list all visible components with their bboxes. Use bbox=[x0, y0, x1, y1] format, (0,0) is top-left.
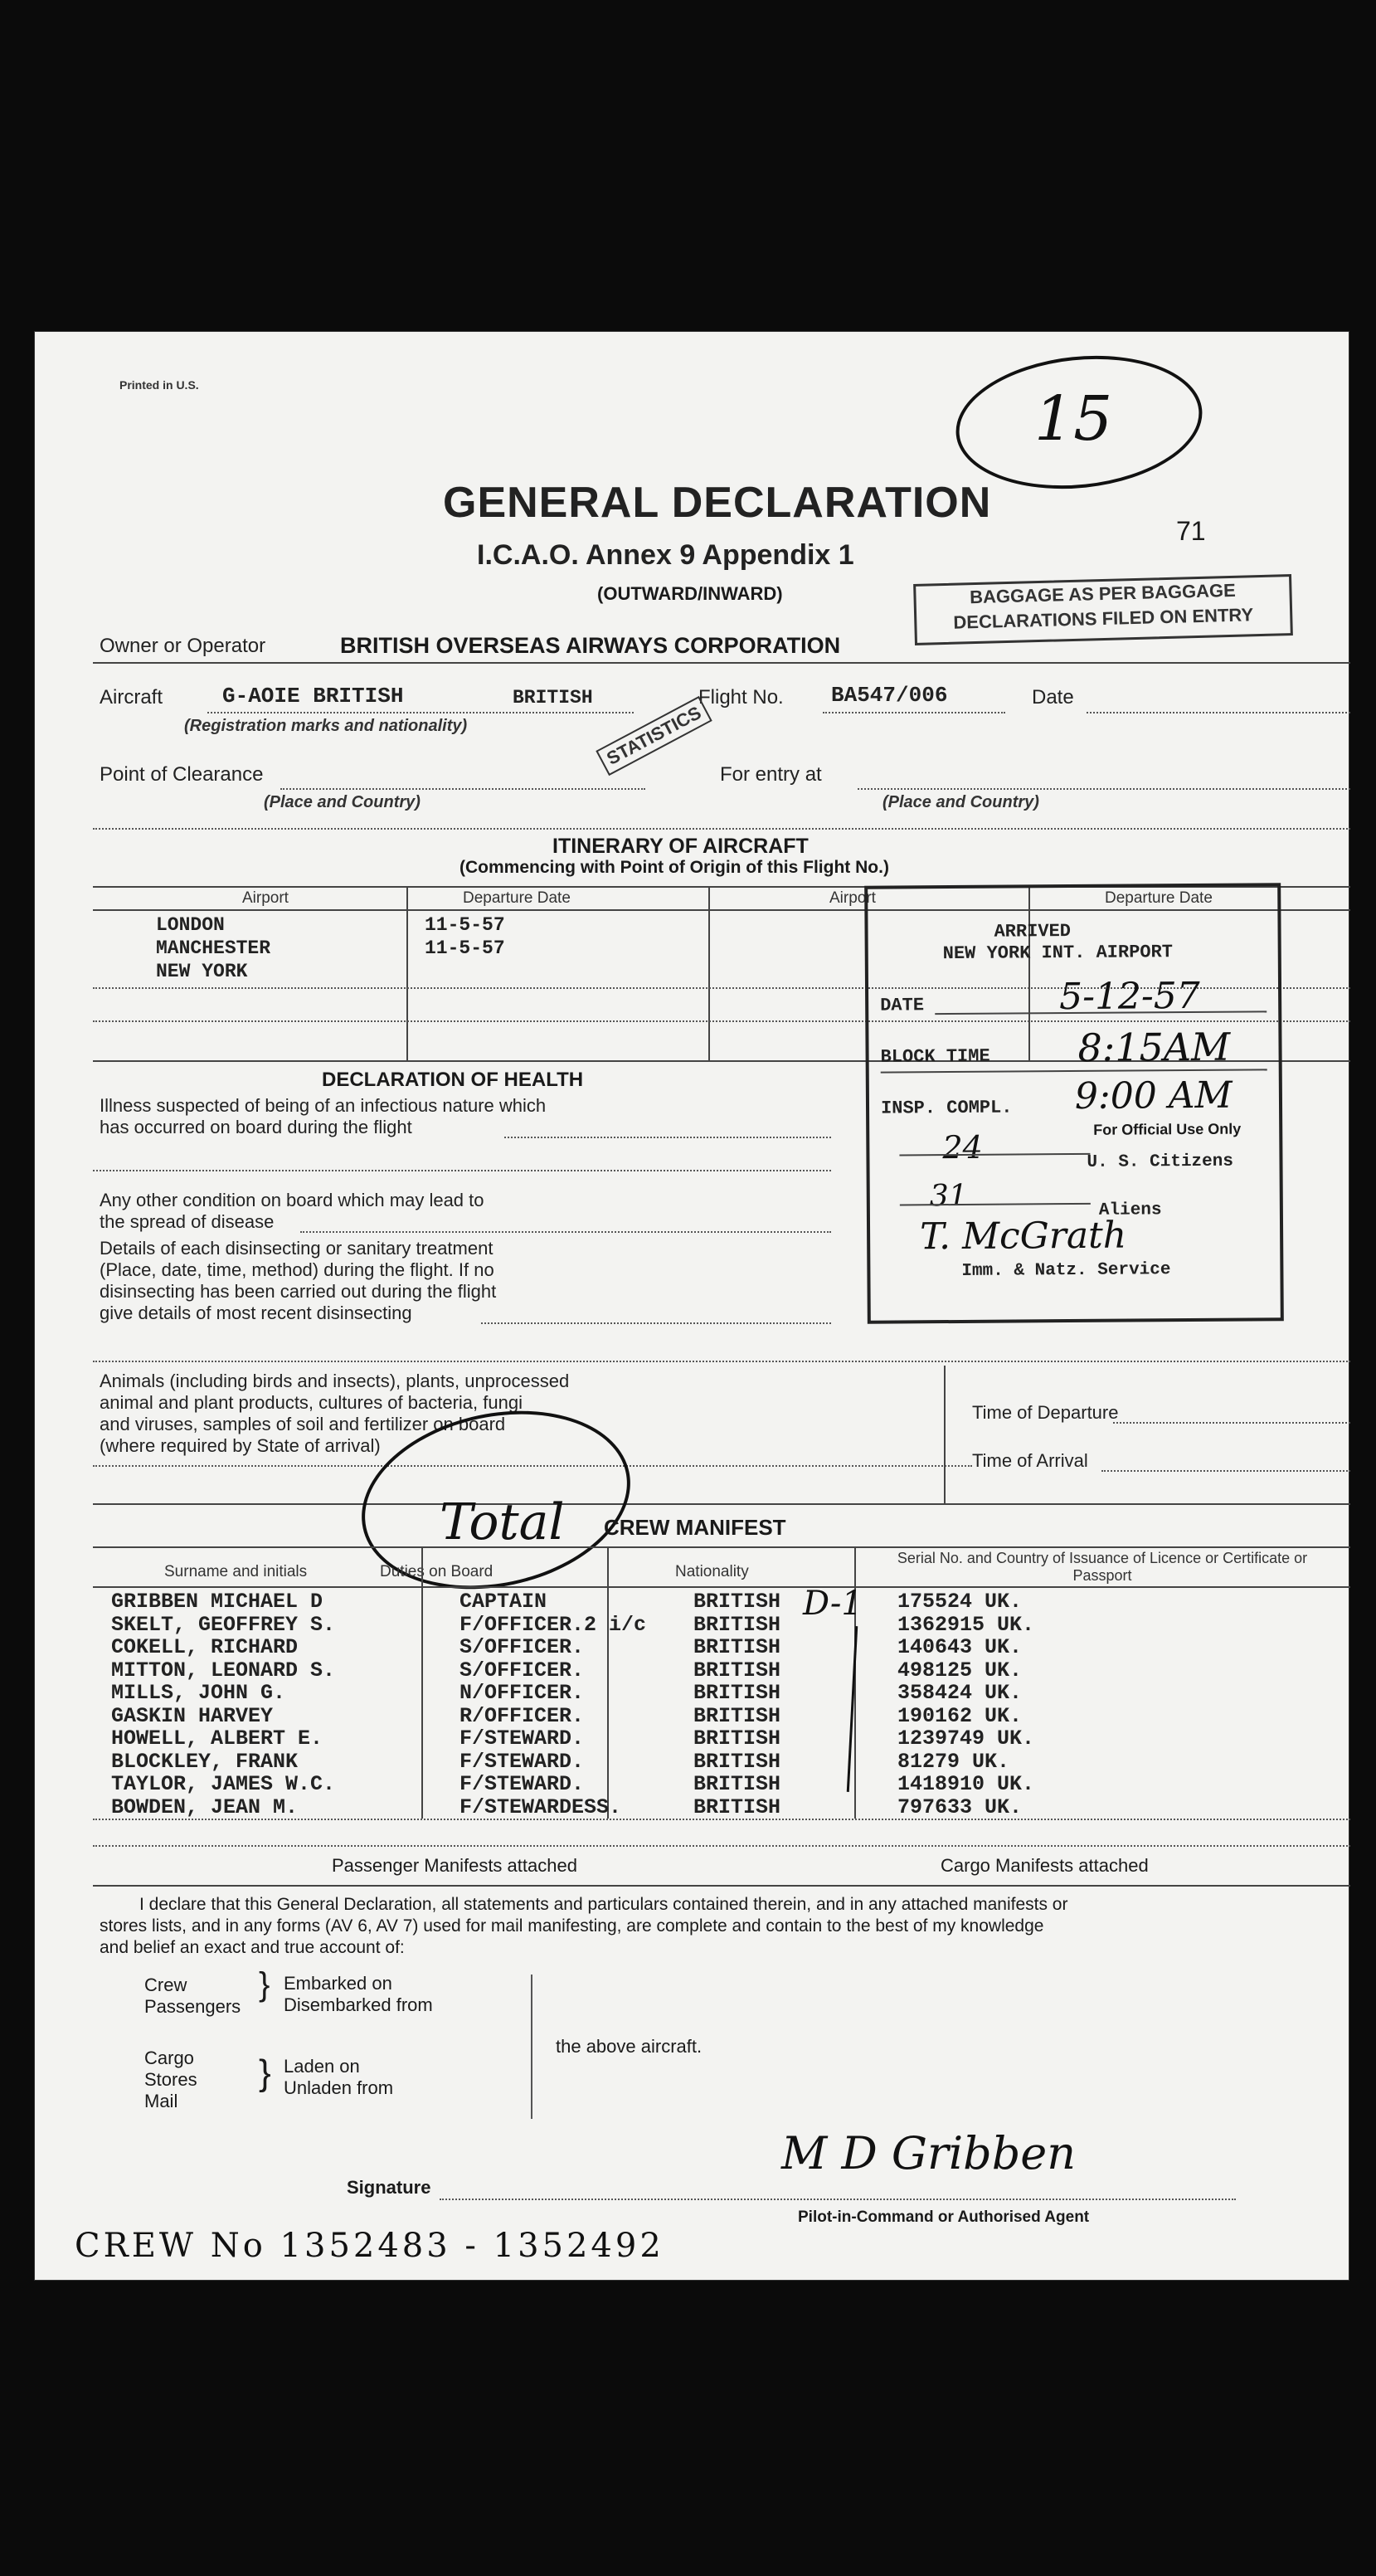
baggage-stamp bbox=[913, 574, 1293, 645]
itinerary-airport-3: NEW YORK bbox=[156, 961, 248, 982]
crew-serial-cell: 1239749 UK. bbox=[897, 1726, 1035, 1751]
crew-name-cell: GRIBBEN MICHAEL D bbox=[111, 1590, 323, 1614]
crew-row bbox=[100, 1681, 1354, 1704]
arrival-stamp-service: Imm. & Natz. Service bbox=[961, 1260, 1171, 1281]
mail-label: Mail bbox=[144, 2091, 178, 2111]
itinerary-col-departure-date: Departure Date bbox=[463, 889, 571, 907]
health-animals-line3: and viruses, samples of soil and fertilizer on board bbox=[100, 1414, 506, 1434]
total-note: Total bbox=[440, 1493, 565, 1551]
itinerary-date-2: 11-5-57 bbox=[425, 937, 505, 959]
brace-1: } bbox=[259, 1966, 270, 2003]
crew-name-cell: HOWELL, ALBERT E. bbox=[111, 1726, 323, 1751]
crew-nationality-cell: BRITISH bbox=[693, 1772, 781, 1796]
crew-heading: CREW MANIFEST bbox=[604, 1515, 786, 1540]
aircraft-nationality-extra: BRITISH bbox=[513, 687, 593, 709]
health-other-line1: Any other condition on board which may lead to bbox=[100, 1190, 484, 1210]
aircraft-label: Aircraft bbox=[100, 686, 163, 709]
itinerary-subheading: (Commencing with Point of Origin of this Flight No.) bbox=[459, 858, 889, 877]
crew-serial-cell: 1418910 UK. bbox=[897, 1772, 1035, 1796]
health-illness-line1: Illness suspected of being of an infectious nature which bbox=[100, 1095, 547, 1116]
registration-caption: (Registration marks and nationality) bbox=[184, 717, 468, 735]
crew-row bbox=[100, 1704, 1354, 1727]
health-disinfect-line1: Details of each disinsecting or sanitary treatment bbox=[100, 1238, 494, 1259]
crew-col-name: Surname and initials bbox=[164, 1563, 308, 1580]
crew-name-cell: BOWDEN, JEAN M. bbox=[111, 1794, 299, 1819]
itinerary-heading: ITINERARY OF AIRCRAFT bbox=[552, 835, 809, 858]
arrival-stamp-aliens-label: Aliens bbox=[1098, 1200, 1162, 1220]
arrival-stamp-block-value: 8:15AM bbox=[1077, 1024, 1231, 1070]
health-rule-1 bbox=[93, 1170, 831, 1171]
stores-label: Stores bbox=[144, 2069, 197, 2090]
crew-number-note: CREW No 1352483 - 1352492 bbox=[75, 2227, 664, 2265]
crew-serial-cell: 175524 UK. bbox=[897, 1590, 1023, 1614]
baggage-stamp-line1: BAGGAGE AS PER BAGGAGE bbox=[969, 579, 1237, 608]
crew-nationality-cell: BRITISH bbox=[693, 1612, 781, 1637]
passenger-manifests-label: Passenger Manifests attached bbox=[332, 1855, 577, 1876]
crew-serial-cell: 1362915 UK. bbox=[897, 1612, 1035, 1637]
crew-name-cell: COKELL, RICHARD bbox=[111, 1635, 299, 1659]
crew-duty-cell: F/STEWARD. bbox=[459, 1749, 585, 1774]
owner-rule bbox=[93, 662, 1350, 664]
cargo-label: Cargo bbox=[144, 2048, 194, 2068]
crew-row bbox=[100, 1750, 1354, 1773]
date-label: Date bbox=[1032, 686, 1074, 709]
itinerary-date-1: 11-5-57 bbox=[425, 914, 505, 936]
clearance-caption: (Place and Country) bbox=[264, 793, 421, 811]
crew-col-duties: Duties on Board bbox=[380, 1563, 494, 1580]
clearance-rule bbox=[280, 788, 645, 790]
arrival-stamp-aliens-rule bbox=[900, 1203, 1091, 1206]
printed-in-label: Printed in U.S. bbox=[119, 378, 199, 392]
d1-mark: D-1 bbox=[803, 1585, 863, 1623]
itinerary-airport-1: LONDON bbox=[156, 914, 225, 936]
crew-name-cell: MITTON, LEONARD S. bbox=[111, 1658, 336, 1682]
crew-name-cell: BLOCKLEY, FRANK bbox=[111, 1749, 299, 1774]
flight-label: Flight No. bbox=[698, 686, 784, 709]
itinerary-divider-2 bbox=[708, 886, 710, 1062]
crew-nationality-cell: BRITISH bbox=[693, 1681, 781, 1705]
crew-duty-cell: N/OFFICER. bbox=[459, 1681, 585, 1705]
crew-serial-cell: 358424 UK. bbox=[897, 1681, 1023, 1705]
arrival-stamp-insp-value: 9:00 AM bbox=[1074, 1074, 1233, 1118]
entry-caption: (Place and Country) bbox=[882, 793, 1039, 811]
crew-name-cell: GASKIN HARVEY bbox=[111, 1703, 274, 1728]
declaration-line1: I declare that this General Declaration, all statements and particulars contained therein, and in any attached manifests or bbox=[139, 1895, 1068, 1914]
crew-nationality-cell: BRITISH bbox=[693, 1590, 781, 1614]
crew-name-cell: TAYLOR, JAMES W.C. bbox=[111, 1772, 336, 1796]
health-other-line2: the spread of disease bbox=[100, 1211, 275, 1232]
health-animals-line2: animal and plant products, cultures of bacteria, fungi bbox=[100, 1392, 523, 1413]
crew-nationality-cell: BRITISH bbox=[693, 1635, 781, 1659]
crew-serial-cell: 797633 UK. bbox=[897, 1794, 1023, 1819]
crew-row bbox=[100, 1658, 1354, 1682]
signature-rule bbox=[440, 2199, 1236, 2200]
direction-label: (OUTWARD/INWARD) bbox=[597, 583, 783, 604]
declaration-form bbox=[35, 332, 1349, 2280]
itinerary-col-departure-date-2: Departure Date bbox=[1105, 889, 1213, 907]
arrival-stamp-block-label: BLOCK TIME bbox=[880, 1045, 990, 1068]
crew-nationality-cell: BRITISH bbox=[693, 1703, 781, 1728]
itinerary-col-airport-2: Airport bbox=[829, 889, 876, 907]
above-aircraft-label: the above aircraft. bbox=[556, 2036, 703, 2057]
health-illness-rule bbox=[504, 1137, 831, 1138]
entry-label: For entry at bbox=[720, 763, 822, 786]
crew-row bbox=[100, 1613, 1354, 1636]
arrival-time-rule bbox=[1101, 1470, 1350, 1472]
arrival-stamp bbox=[864, 883, 1284, 1323]
declaration-line3: and belief an exact and true account of: bbox=[100, 1938, 405, 1957]
departure-time-rule bbox=[1113, 1422, 1350, 1424]
health-disinfect-line3: disinsecting has been carried out during the flight bbox=[100, 1281, 497, 1302]
crew-serial-cell: 81279 UK. bbox=[897, 1749, 1010, 1774]
crew-serial-cell: 190162 UK. bbox=[897, 1703, 1023, 1728]
disembarked-label: Disembarked from bbox=[284, 1994, 433, 2015]
arrival-stamp-date-label: DATE bbox=[880, 995, 925, 1016]
big-brace bbox=[531, 1975, 534, 2119]
statistics-stamp: STATISTICS bbox=[596, 696, 712, 776]
crew-label: Crew bbox=[144, 1975, 187, 1995]
arrival-stamp-insp-label: INSP. COMPL. bbox=[880, 1097, 1013, 1119]
crew-duty-cell: F/STEWARD. bbox=[459, 1772, 585, 1796]
crew-duty-cell: F/OFFICER.2 i/c bbox=[459, 1612, 647, 1637]
arrival-stamp-port: NEW YORK INT. AIRPORT bbox=[942, 942, 1174, 965]
crew-nationality-cell: BRITISH bbox=[693, 1658, 781, 1682]
crew-duty-cell: F/STEWARDESS. bbox=[459, 1794, 622, 1819]
arrival-stamp-citizens-label: U. S. Citizens bbox=[1087, 1152, 1234, 1172]
health-animals-line1: Animals (including birds and insects), plants, unprocessed bbox=[100, 1371, 570, 1391]
arrival-stamp-block-rule bbox=[881, 1069, 1267, 1073]
crew-nationality-cell: BRITISH bbox=[693, 1749, 781, 1774]
crew-duty-cell: F/STEWARD. bbox=[459, 1726, 585, 1751]
crew-header-rule bbox=[93, 1586, 1350, 1588]
crew-col-nationality: Nationality bbox=[675, 1563, 749, 1580]
arrival-stamp-official-use: For Official Use Only bbox=[1093, 1120, 1242, 1138]
crew-duty-cell: CAPTAIN bbox=[459, 1590, 547, 1614]
form-title: GENERAL DECLARATION bbox=[443, 479, 992, 527]
manifest-rule bbox=[93, 1845, 1350, 1847]
date-rule bbox=[1087, 712, 1350, 713]
health-disinfect-rule bbox=[481, 1322, 831, 1324]
crew-nationality-cell: BRITISH bbox=[693, 1794, 781, 1819]
owner-label: Owner or Operator bbox=[100, 635, 266, 657]
health-disinfect-line4: give details of most recent disinsecting bbox=[100, 1303, 412, 1323]
flight-rule bbox=[823, 712, 1005, 713]
pilot-caption: Pilot-in-Command or Authorised Agent bbox=[798, 2208, 1090, 2226]
page-number: 71 bbox=[1176, 516, 1206, 546]
crew-row bbox=[100, 1795, 1354, 1819]
crew-serial-cell: 140643 UK. bbox=[897, 1635, 1023, 1659]
crew-top-rule bbox=[93, 1546, 1350, 1548]
health-bottom-rule bbox=[93, 1503, 1350, 1505]
itinerary-col-airport: Airport bbox=[242, 889, 289, 907]
health-illness-line2: has occurred on board during the flight bbox=[100, 1117, 412, 1137]
crew-name-cell: SKELT, GEOFFREY S. bbox=[111, 1612, 336, 1637]
health-time-divider bbox=[944, 1366, 946, 1503]
crew-duty-cell: S/OFFICER. bbox=[459, 1635, 585, 1659]
passengers-label: Passengers bbox=[144, 1996, 241, 2017]
baggage-stamp-line2: DECLARATIONS FILED ON ENTRY bbox=[953, 604, 1254, 633]
crew-row bbox=[100, 1726, 1354, 1750]
signature-label: Signature bbox=[347, 2177, 431, 2198]
crew-bottom-rule bbox=[93, 1819, 1350, 1820]
aircraft-rule bbox=[207, 712, 634, 713]
arrival-stamp-citizens-count: 24 bbox=[942, 1128, 983, 1166]
aircraft-value: G-AOIE BRITISH bbox=[222, 684, 404, 709]
cargo-manifests-label: Cargo Manifests attached bbox=[941, 1855, 1149, 1876]
declaration-line2: stores lists, and in any forms (AV 6, AV 7) used for mail manifesting, are complete and contain to the best of my knowledge bbox=[100, 1916, 1044, 1936]
health-heading: DECLARATION OF HEALTH bbox=[322, 1069, 584, 1091]
clearance-bottom-rule bbox=[93, 828, 1350, 830]
health-rule-2 bbox=[93, 1361, 1350, 1362]
crew-row bbox=[100, 1590, 1354, 1613]
crew-name-cell: MILLS, JOHN G. bbox=[111, 1681, 286, 1705]
laden-label: Laden on bbox=[284, 2056, 360, 2077]
itinerary-divider-1 bbox=[406, 886, 408, 1062]
arrival-stamp-aliens-count: 31 bbox=[929, 1178, 968, 1214]
unladen-label: Unladen from bbox=[284, 2077, 394, 2098]
crew-duty-cell: S/OFFICER. bbox=[459, 1658, 585, 1682]
brace-2: } bbox=[259, 2053, 271, 2093]
crew-row bbox=[100, 1635, 1354, 1658]
crew-nationality-cell: BRITISH bbox=[693, 1726, 781, 1751]
form-subtitle: I.C.A.O. Annex 9 Appendix 1 bbox=[477, 539, 854, 571]
crew-col-serial: Serial No. and Country of Issuance of Licence or Certificate or Passport bbox=[897, 1550, 1308, 1584]
manifests-bottom-rule bbox=[93, 1885, 1350, 1887]
owner-value: BRITISH OVERSEAS AIRWAYS CORPORATION bbox=[340, 633, 841, 658]
entry-rule bbox=[858, 788, 1350, 790]
crew-duty-cell: R/OFFICER. bbox=[459, 1703, 585, 1728]
arrival-stamp-citizens-rule bbox=[899, 1153, 1090, 1157]
health-animals-line4: (where required by State of arrival) bbox=[100, 1435, 381, 1456]
departure-time-label: Time of Departure bbox=[972, 1402, 1119, 1423]
health-disinfect-line2: (Place, date, time, method) during the flight. If no bbox=[100, 1259, 494, 1280]
arrival-stamp-inspector-signature: T. McGrath bbox=[919, 1214, 1127, 1259]
health-other-rule bbox=[300, 1231, 831, 1233]
circled-number: 15 bbox=[1034, 383, 1113, 455]
embarked-label: Embarked on bbox=[284, 1973, 392, 1994]
signature-value: M D Gribben bbox=[781, 2127, 1077, 2179]
crew-serial-cell: 498125 UK. bbox=[897, 1658, 1023, 1682]
arrival-stamp-arrived: ARRIVED bbox=[994, 921, 1072, 942]
flight-value: BA547/006 bbox=[831, 683, 948, 708]
arrival-time-label: Time of Arrival bbox=[972, 1450, 1088, 1471]
crew-row bbox=[100, 1772, 1354, 1795]
arrival-stamp-date-value: 5-12-57 bbox=[1058, 974, 1200, 1019]
clearance-label: Point of Clearance bbox=[100, 763, 264, 786]
itinerary-airport-2: MANCHESTER bbox=[156, 937, 271, 959]
